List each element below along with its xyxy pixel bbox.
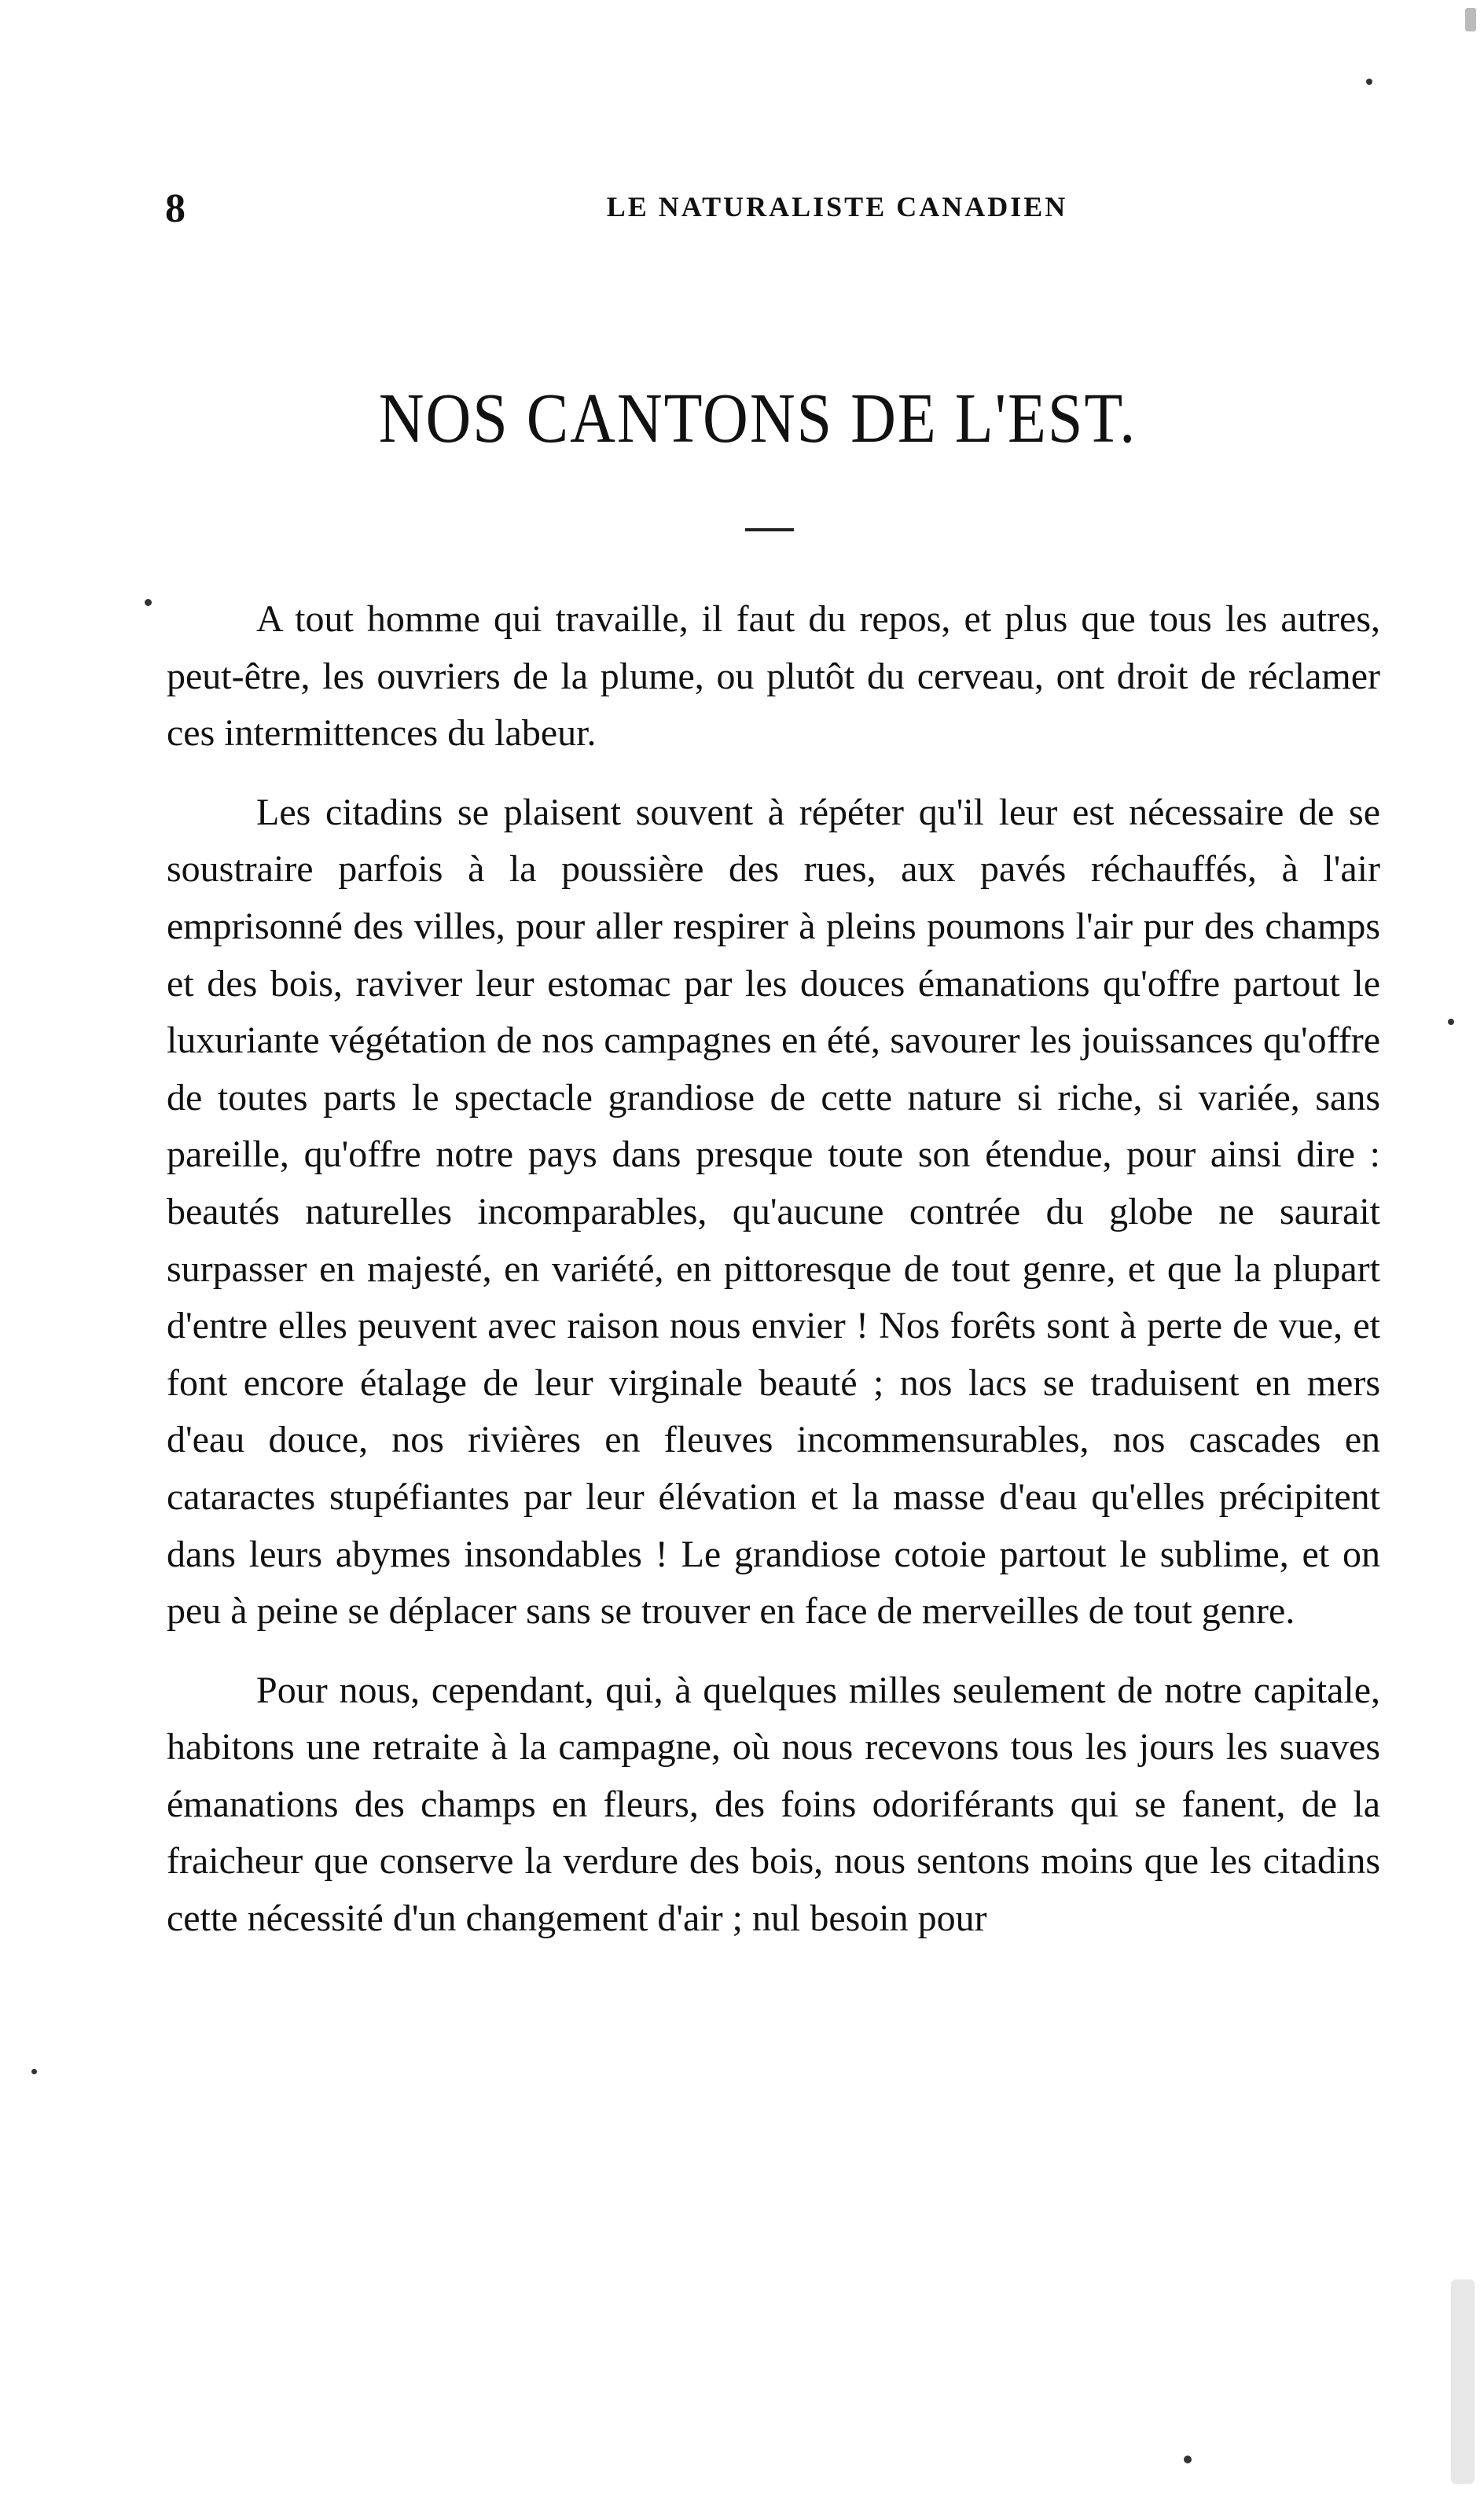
article-title: NOS CANTONS DE L'EST.	[378, 380, 1137, 458]
scan-speck	[1184, 2456, 1192, 2463]
scan-speck	[145, 599, 152, 606]
scan-speck	[1451, 2279, 1475, 2484]
scan-speck	[1448, 1019, 1454, 1025]
scan-speck	[1465, 8, 1476, 31]
paragraph-3: Pour nous, cependant, qui, à quelques milles seulement de notre capitale, habitons une retraite à la campagne, où nous recevons tous les jours les suaves émanations des champs en fleurs, des foins odoriférants qui se fanent, de la fraicheur que conserve la verdure des bois, nous sentons moins que les citadins cette nécessité d'un changement d'air ; nul besoin pour	[167, 1669, 1380, 1940]
scan-speck	[31, 2069, 37, 2074]
title-divider	[745, 528, 794, 531]
article-body	[167, 591, 1380, 1948]
paragraph-1: A tout homme qui travaille, il faut du repos, et plus que tous les autres, peut-être, les ouvriers de la plume, ou plutôt du cerveau, ont droit de réclamer ces intermittences du labeur.	[167, 598, 1380, 755]
journal-title: LE NATURALISTE CANADIEN	[606, 191, 1068, 222]
scan-speck	[1366, 79, 1372, 85]
running-head	[165, 186, 1383, 233]
page-number: 8	[165, 186, 186, 231]
paragraph-2: Les citadins se plaisent souvent à répéter qu'il leur est nécessaire de se soustraire parfois à la poussière des rues, aux pavés réchauffés, à l'air emprisonné des villes, pour aller respirer à pleins poumons l'air pur des champs et des bois, raviver leur estomac par les douces émanations qu'offre partout le luxuriante végétation de nos campagnes en été, savourer les jouissances qu'offre de toutes parts le spectacle grandiose de cette nature si riche, si variée, sans pareille, qu'offre notre pays dans presque toute son étendue, pour ainsi dire : beautés naturelles incomparables, qu'aucune contrée du globe ne saurait surpasser en majesté, en variété, en pittoresque de tout genre, et que la plupart d'entre elles peuvent avec raison nous envier ! Nos forêts sont à perte de vue, et font encore étalage de leur virginale beauté ; nos lacs se traduisent en mers d'eau douce, nos rivières en fleuves incommensurables, nos cascades en cataractes stupéfiantes par leur élévation et la masse d'eau qu'elles précipitent dans leurs abymes insondables ! Le grandiose cotoie partout le sublime, et on peu à peine se déplacer sans se trouver en face de merveilles de tout genre.	[167, 791, 1380, 1633]
